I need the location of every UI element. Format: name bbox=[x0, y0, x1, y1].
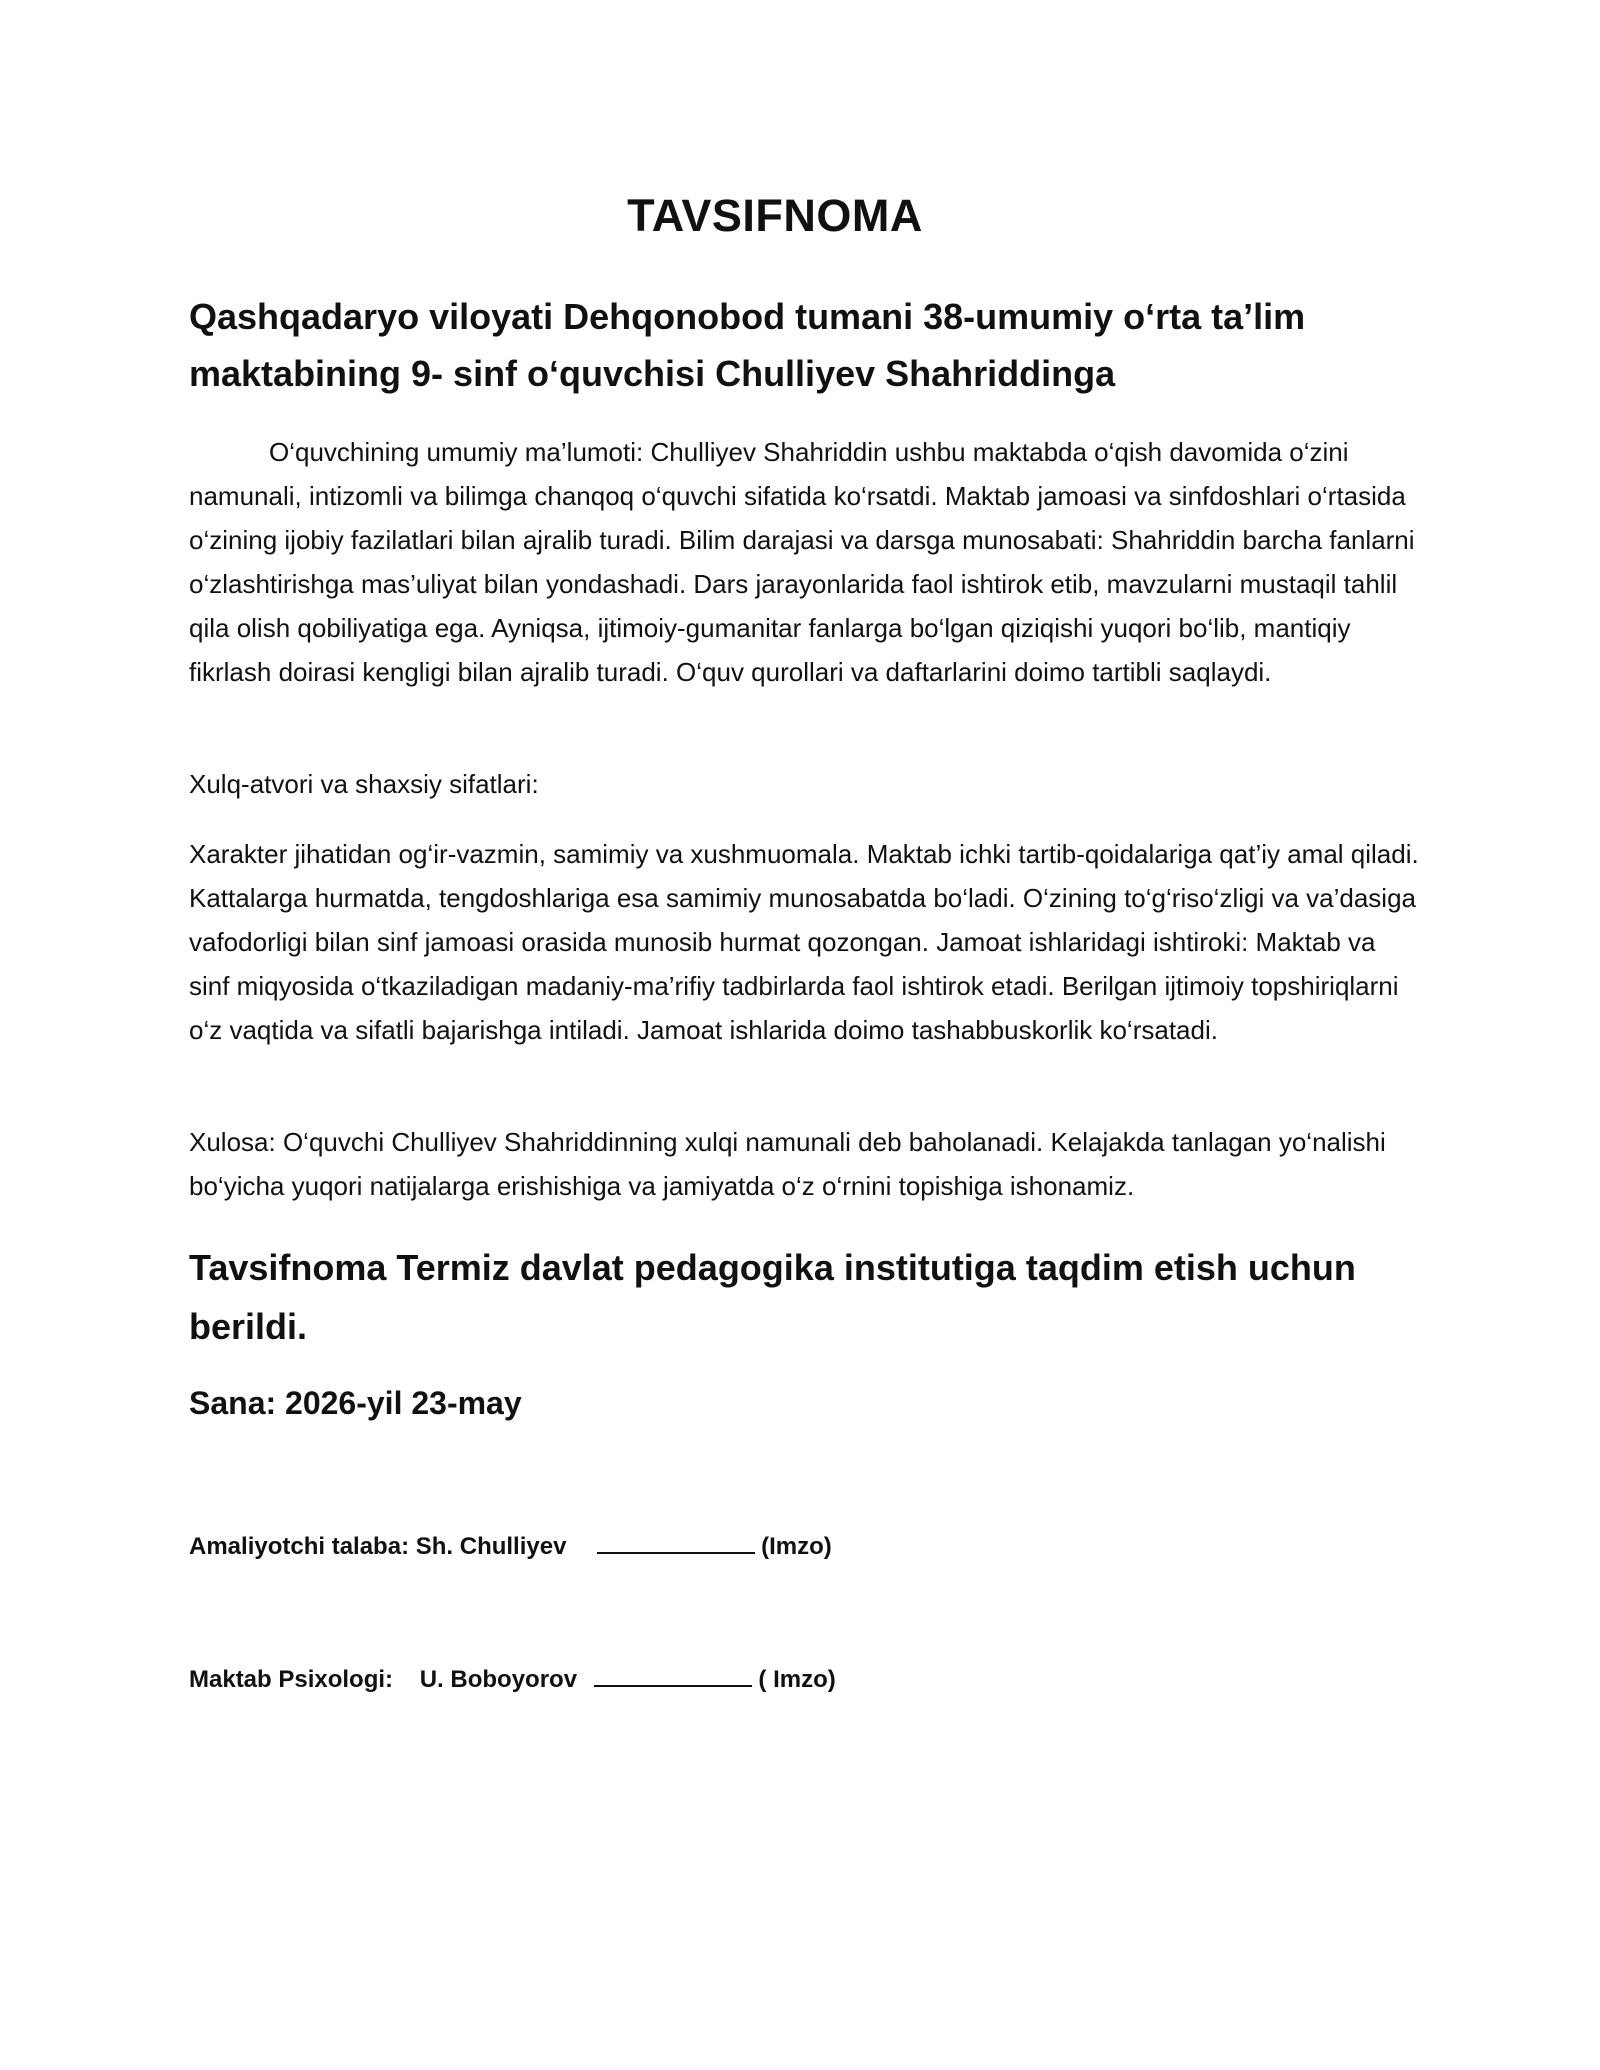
signature-row-psychologist bbox=[189, 1665, 836, 1694]
signature-name: Sh. Chulliyev bbox=[415, 1533, 567, 1560]
paragraph-character: Xarakter jihatidan og‘ir-vazmin, samimiy va xushmuomala. Maktab ichki tartib-qoidalariga qat’iy amal qiladi. Kattalarga hurmatda, tengdoshlariga esa samimiy munosabatda bo‘ladi. O‘zining to‘g‘riso‘zligi va va’dasiga vafodorligi bilan sinf jamoasi orasida munosib hurmat qozongan. Jamoat ishlaridagi ishtiroki: Maktab va sinf miqyosida o‘tkaziladigan madaniy-ma’rifiy tadbirlarda faol ishtirok etadi. Berilgan ijtimoiy topshiriqlarni o‘z vaqtida va sifatli bajarishga intiladi. Jamoat ishlarida doimo tashabbuskorlik ko‘rsatadi. bbox=[189, 839, 1419, 1045]
paragraph-general-info: O‘quvchining umumiy ma’lumoti: Chulliyev Shahriddin ushbu maktabda o‘qish davomida o‘zini namunali, intizomli va bilimga chanqoq o‘quvchi sifatida ko‘rsatdi. Maktab jamoasi va sinfdoshlari o‘rtasida o‘zining ijobiy fazilatlari bilan ajralib turadi. Bilim darajasi va darsga munosabati: Shahriddin barcha fanlarni o‘zlashtirishga mas’uliyat bilan yondashadi. Dars jarayonlarida faol ishtirok etib, mavzularni mustaqil tahlil qila olish qobiliyatiga ega. Ayniqsa, ijtimoiy-gumanitar fanlarga bo‘lgan qiziqishi yuqori bo‘lib, mantiqiy fikrlash doirasi kengligi bilan ajralib turadi. O‘quv qurollari va daftarlarini doimo tartibli saqlaydi. bbox=[189, 437, 1415, 687]
document-date: Sana: 2026-yil 23-may bbox=[189, 1385, 522, 1421]
signature-line bbox=[594, 1665, 752, 1687]
paragraph-behavior-heading: Xulq-atvori va shaxsiy sifatlari: bbox=[189, 769, 539, 799]
paragraph-conclusion: Xulosa: O‘quvchi Chulliyev Shahriddinning xulqi namunali deb baholanadi. Kelajakda tanlagan yo‘nalishi bo‘yicha yuqori natijalarga erishishiga va jamiyatda o‘z o‘rnini topishiga ishonamiz. bbox=[189, 1127, 1386, 1201]
signature-role: Amaliyotchi talaba: bbox=[189, 1533, 410, 1560]
signature-label: (Imzo) bbox=[761, 1533, 832, 1560]
signature-role: Maktab Psixologi: bbox=[189, 1666, 394, 1693]
signature-line bbox=[597, 1532, 755, 1554]
document-title: TAVSIFNOMA bbox=[627, 190, 923, 241]
signature-label: ( Imzo) bbox=[758, 1666, 836, 1693]
document-statement: Tavsifnoma Termiz davlat pedagogika institutiga taqdim etish uchun berildi. bbox=[189, 1247, 1356, 1347]
signature-row-student bbox=[189, 1532, 832, 1561]
document-subtitle: Qashqadaryo viloyati Dehqonobod tumani 38-umumiy o‘rta ta’lim maktabining 9- sinf o‘quvchisi Chulliyev Shahriddinga bbox=[189, 296, 1306, 394]
signature-name: U. Boboyorov bbox=[419, 1666, 578, 1693]
